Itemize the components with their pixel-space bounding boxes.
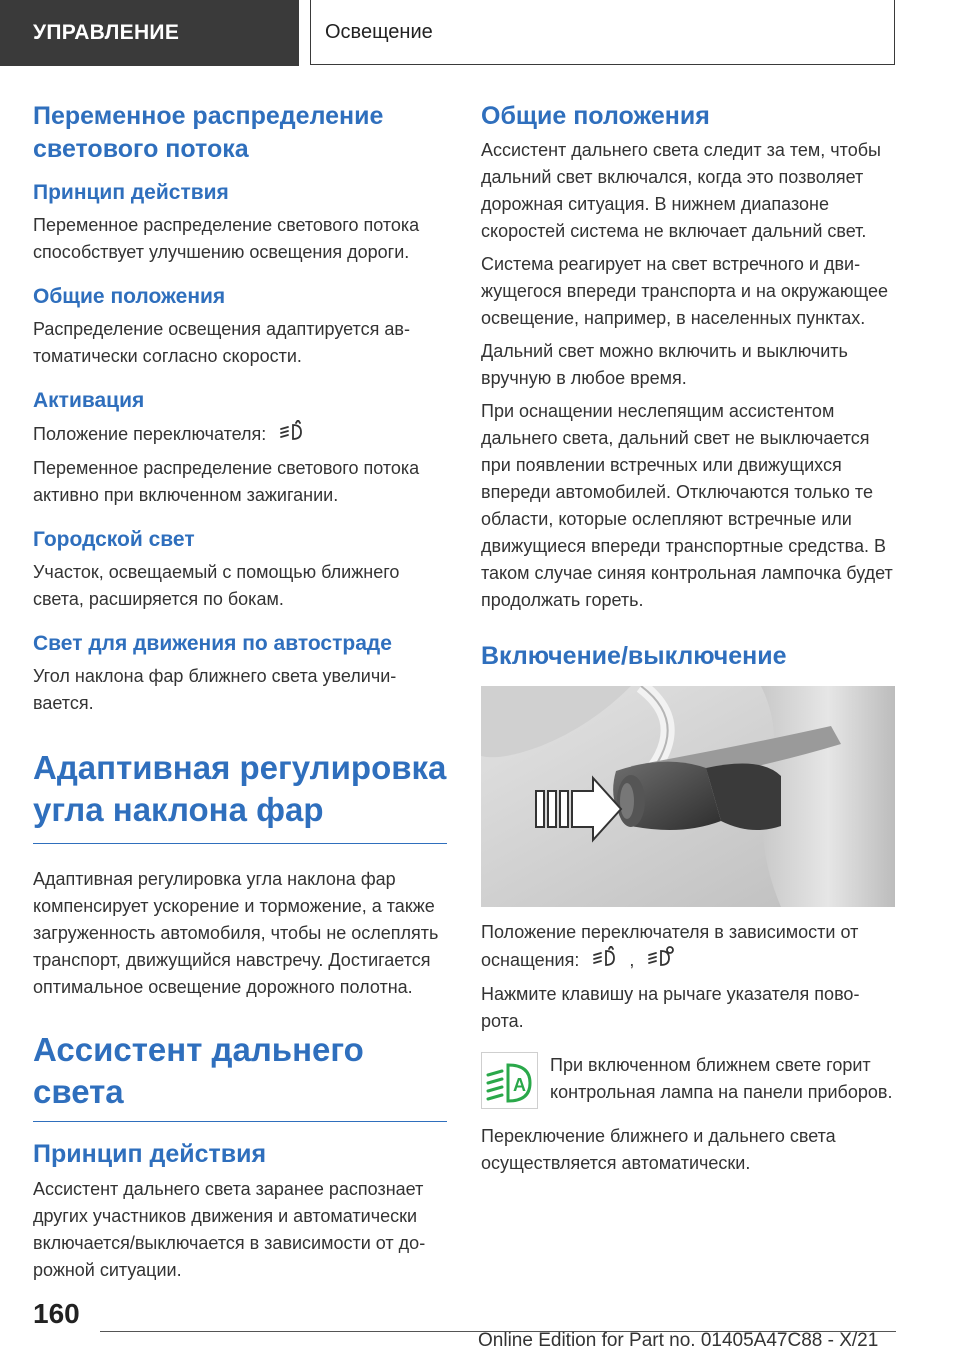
assistant-principle-text: Ассистент дальнего света заранее распознает других участников движения и автоматически включается/выключается в зависимости от дорожной ситуации. — [33, 1179, 426, 1280]
left-column — [33, 100, 447, 1284]
auto-light-switch-icon-b — [647, 946, 675, 976]
general-para-2: Система реагирует на свет встречного и движущегося впереди транспорта и на окружающее освещение, например, в населенных пунктах. — [481, 254, 889, 328]
variable-general-title: Общие положения — [33, 285, 226, 308]
highway-light-title: Свет для движения по автостраде — [33, 632, 392, 655]
auto-high-beam-indicator-icon — [481, 1052, 538, 1109]
auto-light-switch-icon — [279, 420, 305, 450]
svg-text:A: A — [513, 1075, 526, 1095]
activation-text: Переменное распределение светового потока активно при включенном зажигании. — [33, 458, 420, 505]
onoff-title: Включение/выключение — [481, 642, 787, 670]
switch-separator: , — [629, 949, 635, 970]
highway-light-text: Угол наклона фар ближнего света увеличивается. — [33, 666, 397, 713]
auto-switch-text: Переключение ближнего и дальнего света осуществляется автоматически. — [481, 1126, 836, 1173]
indicator-text: При включенном ближнем свете горит контрольная лампа на панели приборов. — [550, 1055, 893, 1102]
adaptive-title-rule — [33, 843, 447, 844]
auto-light-switch-icon-a — [592, 946, 618, 976]
general-para-3: Дальний свет можно включить и выключить вручную в любое время. — [481, 341, 848, 388]
adaptive-title: Адаптивная регулировка угла наклона фар — [33, 749, 447, 828]
variable-light-title: Переменное распределение светового потока — [33, 102, 384, 163]
press-lever-text: Нажмите клавишу на рычаге указателя поворота. — [481, 984, 860, 1031]
section-header: УПРАВЛЕНИЕ — [0, 0, 299, 66]
assistant-title-rule — [33, 1121, 447, 1122]
general-title: Общие положения — [481, 102, 710, 130]
assistant-title: Ассистент дальнего света — [33, 1031, 364, 1110]
general-para-4: При оснащении неслепящим ассистентом дальнего света, дальний свет не выключается при появлении встречных или движущихся впереди автомобилей. Отключаются только те области, которые ослепляют встречные или движущиеся впереди транспортные средства. В таком случае синяя контрольная лампочка будет продолжать гореть. — [481, 401, 893, 610]
city-light-text: Участок, освещаемый с помощью ближнего света, расширяется по бокам. — [33, 562, 400, 609]
chapter-title: Освещение — [325, 20, 433, 43]
variable-principle-text: Переменное распределение светового потока способствует улучшению освещения дороги. — [33, 215, 420, 262]
footer-edition: Online Edition for Part no. 01405A47C88 - X/21 — [478, 1330, 879, 1351]
switch-position-line — [481, 919, 896, 976]
general-para-1: Ассистент дальнего света следит за тем, чтобы дальний свет включался, когда это позволяет дорожная ситуация. В нижнем диапазоне скоростей система не включает дальний свет. — [481, 140, 881, 241]
assistant-principle-title: Принцип действия — [33, 1140, 267, 1168]
adaptive-text: Адаптивная регулировка угла наклона фар компенсирует ускорение и торможение, а также загруженность автомобиля, чтобы не ослеплять транспорт, движущийся навстречу. Достигается оптимальное освещение дорожного полотна. — [33, 869, 439, 997]
activation-title: Активация — [33, 389, 145, 412]
activation-position-label: Положение переключателя: — [33, 423, 267, 444]
chapter-tab — [310, 0, 895, 65]
lever-photo — [481, 686, 895, 907]
variable-general-text: Распределение освещения адаптируется автоматически согласно скорости. — [33, 319, 410, 366]
variable-principle-title: Принцип действия — [33, 181, 229, 204]
indicator-note — [481, 1052, 896, 1109]
right-column — [481, 100, 896, 1177]
switch-position-label: Положение переключателя в зависимости от оснащения: — [481, 922, 859, 970]
page-number: 160 — [33, 1298, 80, 1329]
city-light-title: Городской свет — [33, 528, 195, 551]
activation-position-line — [33, 420, 447, 450]
